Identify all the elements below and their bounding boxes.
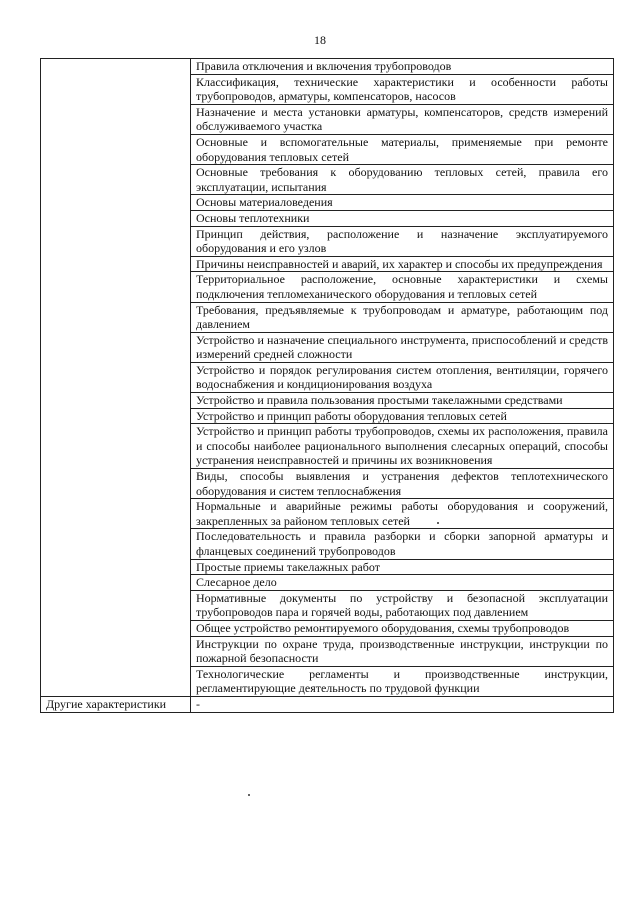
knowledge-item: Нормальные и аварийные режимы работы оборудования и сооружений, закрепленных за районом тепловых сетей: [191, 499, 614, 529]
other-characteristics-value: -: [191, 696, 614, 712]
knowledge-item: Слесарное дело: [191, 575, 614, 591]
knowledge-item: Последовательность и правила разборки и сборки запорной арматуры и фланцевых соединений трубопроводов: [191, 529, 614, 559]
other-characteristics-row: [41, 696, 614, 712]
knowledge-item: Основы материаловедения: [191, 195, 614, 211]
knowledge-item: Устройство и принцип работы трубопроводов, схемы их расположения, правила и способы наиболее рационального выполнения слесарных операций, способы устранения неисправностей и причины их возникновения: [191, 424, 614, 469]
knowledge-item: Инструкции по охране труда, производственные инструкции, инструкции по пожарной безопасности: [191, 636, 614, 666]
knowledge-label-cell: [41, 59, 191, 697]
knowledge-item: Устройство и принцип работы оборудования тепловых сетей: [191, 408, 614, 424]
knowledge-item: Территориальное расположение, основные характеристики и схемы подключения тепломеханического оборудования и тепловых сетей: [191, 272, 614, 302]
table-row: [41, 59, 614, 75]
knowledge-item: Устройство и правила пользования простыми такелажными средствами: [191, 393, 614, 409]
knowledge-table: [40, 58, 614, 713]
knowledge-item: Требования, предъявляемые к трубопроводам и арматуре, работающим под давлением: [191, 302, 614, 332]
knowledge-item: Причины неисправностей и аварий, их характер и способы их предупреждения: [191, 256, 614, 272]
knowledge-item: Принцип действия, расположение и назначение эксплуатируемого оборудования и его узлов: [191, 226, 614, 256]
knowledge-item: Основы теплотехники: [191, 210, 614, 226]
knowledge-item: Технологические регламенты и производственные инструкции, регламентирующие деятельность по трудовой функции: [191, 666, 614, 696]
knowledge-item: Устройство и порядок регулирования систем отопления, вентиляции, горячего водоснабжения и кондиционирования воздуха: [191, 362, 614, 392]
knowledge-item: Нормативные документы по устройству и безопасной эксплуатации трубопроводов пара и горячей воды, работающих под давлением: [191, 590, 614, 620]
knowledge-item: Простые приемы такелажных работ: [191, 559, 614, 575]
knowledge-item: Назначение и места установки арматуры, компенсаторов, средств измерений обслуживаемого участка: [191, 104, 614, 134]
knowledge-item: Общее устройство ремонтируемого оборудования, схемы трубопроводов: [191, 620, 614, 636]
knowledge-item: Виды, способы выявления и устранения дефектов теплотехнического оборудования и систем теплоснабжения: [191, 469, 614, 499]
knowledge-item: Основные требования к оборудованию тепловых сетей, правила его эксплуатации, испытания: [191, 165, 614, 195]
knowledge-item: Правила отключения и включения трубопроводов: [191, 59, 614, 75]
page-number: 18: [314, 33, 326, 47]
knowledge-item: Основные и вспомогательные материалы, применяемые при ремонте оборудования тепловых сетей: [191, 134, 614, 164]
other-characteristics-label: Другие характеристики: [41, 696, 191, 712]
scan-speck: [248, 794, 250, 796]
knowledge-item: Устройство и назначение специального инструмента, приспособлений и средств измерений средней сложности: [191, 332, 614, 362]
knowledge-item: Классификация, технические характеристики и особенности работы трубопроводов, арматуры, компенсаторов, насосов: [191, 74, 614, 104]
scan-speck: [437, 522, 439, 524]
